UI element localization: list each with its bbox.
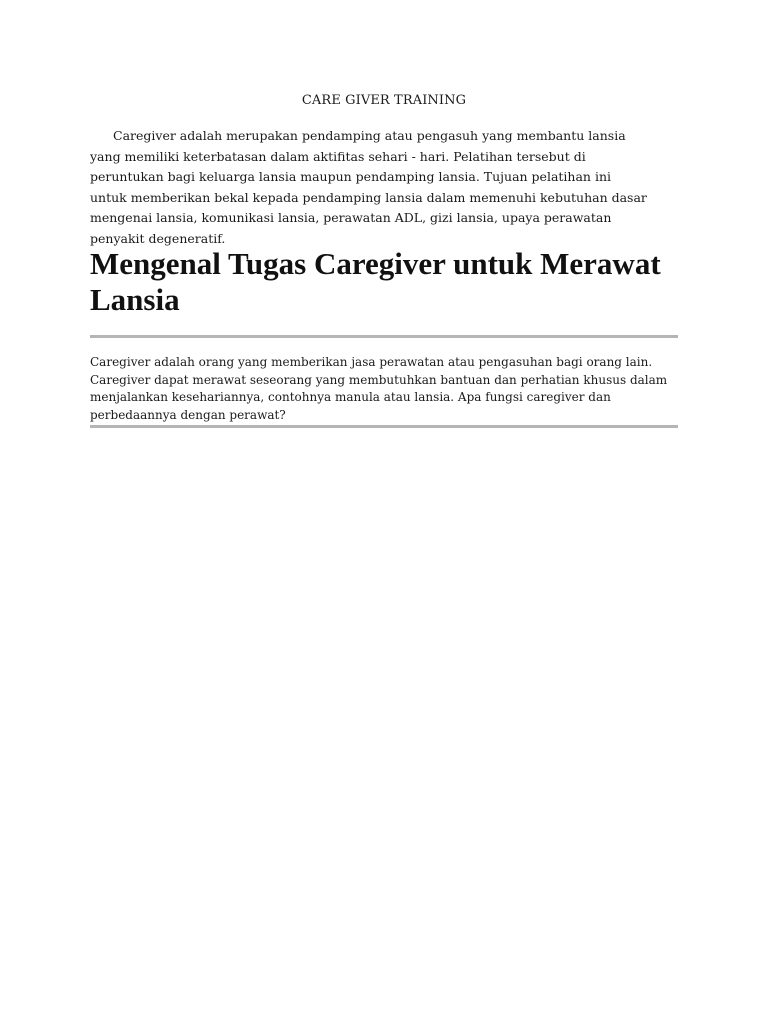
article-paragraph: Caregiver adalah orang yang memberikan jasa perawatan atau pengasuhan bagi orang lain. Caregiver dapat merawat seseorang yang membutuhkan bantuan dan perhatian khusus dalam menjalankan kesehariannya, contohnya manula atau lansia. Apa fungsi caregiver dan perbedaannya dengan perawat? [90, 355, 668, 422]
divider-bottom [90, 425, 678, 428]
document-title: CARE GIVER TRAINING [301, 93, 467, 108]
divider-top [90, 335, 678, 338]
intro-paragraph: Caregiver adalah merupakan pendamping atau pengasuh yang membantu lansia yang memiliki keterbatasan dalam aktifitas sehari - hari. Pelatihan tersebut di peruntukan bagi keluarga lansia maupun pendamping lansia. Tujuan pelatihan ini untuk memberikan bekal kepada pendamping lansia dalam memenuhi kebutuhan dasar mengenai lansia, komunikasi lansia, perawatan ADL, gizi lansia, upaya perawatan penyakit degeneratif. [90, 128, 647, 246]
article-heading: Mengenal Tugas Caregiver untuk Merawat Lansia [90, 246, 661, 317]
